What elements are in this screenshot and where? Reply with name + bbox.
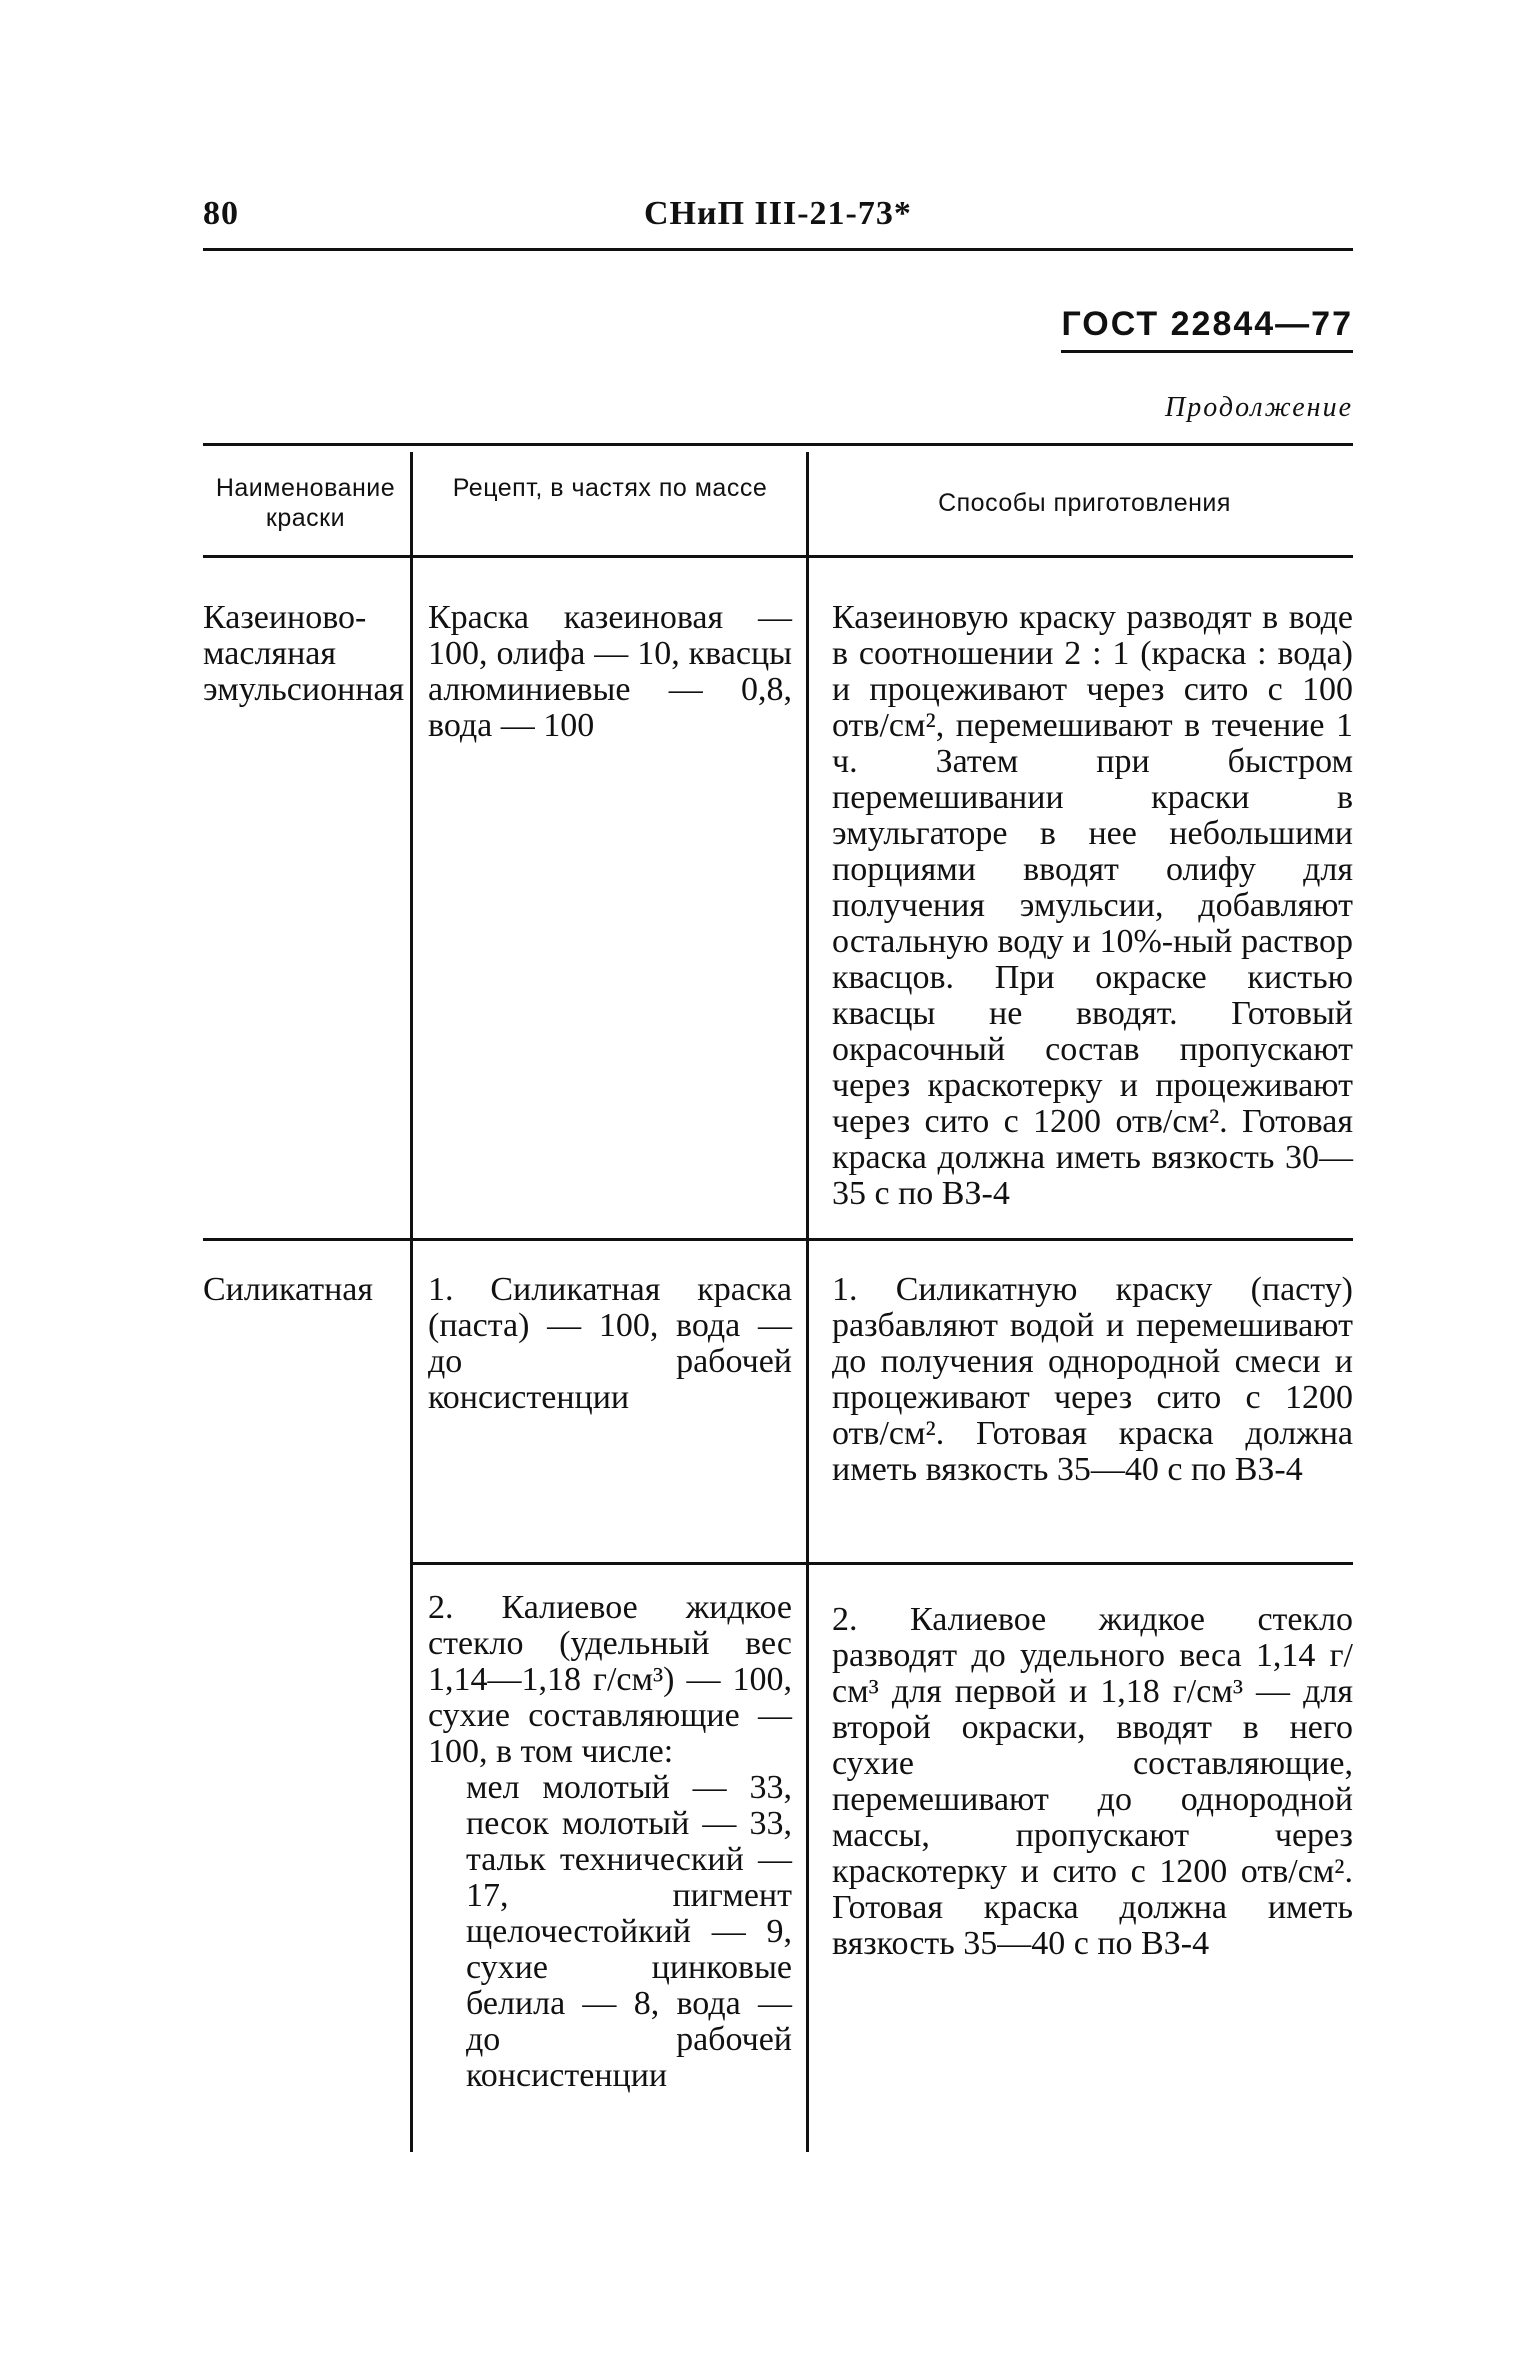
row1-method: Казеиновую краску разводят в воде в соотношении 2 : 1 (краска : вода) и процеживают через сито с 100 отв/см², перемешивают в течение 1 ч. Затем при быстром перемешивании краски в эмульгаторе в нее небольшими порциями вводят олифу для получения эмульсии, добавляют остальную воду и 10%-ный раствор квасцов. При окраске кистью квасцы не вводят. Готовый окрасочный состав пропускают через краскотерку и процеживают через сито с 1200 отв/см². Готовая краска должна иметь вязкость 30—35 с по ВЗ-4 [832, 599, 1353, 1212]
row2-name: Силикатная [203, 1271, 374, 1308]
column-divider [806, 452, 809, 2152]
gost-code: ГОСТ 22844—77 [1061, 305, 1353, 353]
row3-recipe [428, 1590, 792, 2094]
column-header-recipe: Рецепт, в частях по массе [452, 474, 768, 502]
row-divider [203, 1238, 1353, 1241]
header-rule [203, 248, 1353, 251]
row3-method: 2. Калиевое жидкое стекло разводят до удельного веса 1,14 г/см³ для первой и 1,18 г/см³ — для второй окраски, вводят в него сухие составляющие, перемешивают до однородной массы, пропускают через краскотерку и сито с 1200 отв/см². Готовая краска должна иметь вязкость 35—40 с по ВЗ-4 [832, 1601, 1353, 1962]
row2-recipe: 1. Силикатная краска (паста) — 100, вода — до рабочей консистенции [428, 1271, 792, 1416]
row1-name: Казеиново-масляная эмульсионная [203, 599, 405, 708]
row-divider-partial [410, 1562, 1353, 1565]
column-header-name: Наименование краски [215, 474, 396, 532]
continuation-label: Продолжение [1165, 392, 1353, 423]
row2-method: 1. Силикатную краску (пасту) разбавляют водой и перемешивают до получения однородной смеси и процеживают через сито с 1200 отв/см². Готовая краска должна иметь вязкость 35—40 с по ВЗ-4 [832, 1271, 1353, 1488]
row3-recipe-intro: 2. Калиевое жидкое стекло (удельный вес 1,14—1,18 г/см³) — 100, сухие составляющие — 100, в том числе: [428, 1589, 792, 1770]
row1-recipe: Краска казеиновая — 100, олифа — 10, квасцы алюминиевые — 0,8, вода — 100 [428, 599, 792, 744]
row3-recipe-detail: мел молотый — 33, песок молотый — 33, тальк технический — 17, пигмент щелочестойкий — 9, сухие цинковые белила — 8, вода — до рабочей консистенции [466, 1769, 792, 2094]
document-code: СНиП III-21-73* [644, 195, 912, 232]
header-bottom-rule [203, 555, 1353, 558]
column-divider [410, 452, 413, 2152]
column-header-method: Способы приготовления [938, 489, 1231, 517]
table-top-rule [203, 443, 1353, 446]
page-number: 80 [203, 195, 239, 232]
